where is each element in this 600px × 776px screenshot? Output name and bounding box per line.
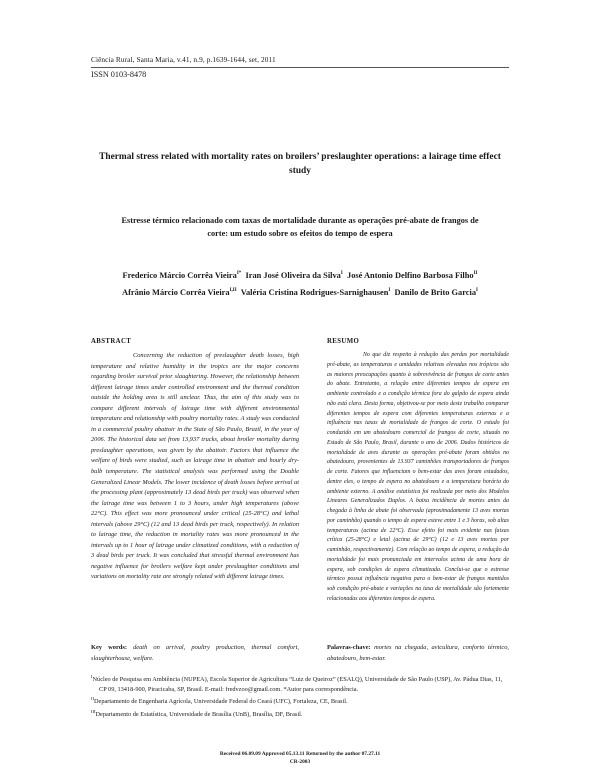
footnote-marker: I [91, 674, 93, 679]
abstract-heading: ABSTRACT [91, 338, 132, 345]
author-affiliation: I* [236, 271, 242, 276]
resumo-heading: RESUMO [327, 338, 360, 345]
author-affiliation: I [340, 271, 343, 276]
footnote-2 [91, 694, 509, 707]
author: José Antonio Delfino Barbosa Filho [347, 270, 474, 280]
abstract-body [91, 351, 299, 583]
paper-title: Thermal stress related with mortality rates on broilers’ preslaughter operations: a lairage time effect study [99, 152, 501, 176]
author: Valéria Cristina Rodrigues-Sarnighausen [240, 287, 389, 297]
cr-code: CR-2003 [289, 759, 311, 765]
footnote-marker: III [91, 708, 96, 714]
footnote-3 [91, 707, 509, 720]
journal-citation: Ciência Rural, Santa Maria, v.41, n.9, p.1639-1644, set, 2011 [91, 55, 276, 64]
affiliation-footnotes [91, 672, 509, 720]
author-line-1 [91, 266, 509, 283]
footnote-1 [91, 672, 509, 694]
resumo-text: No que diz respeito à redução das perdas por mortalidade pré-abate, as temperaturas e umidades relativas elevadas nos trópicos são as maiores preocupações quanto à sobrevivência de frangos de corte antes do abate. Entretanto, a relação entre diferentes tempos de espera em ambiente controlado e a condição térmica fora do galpão de espera ainda não está clara. Desta forma, objetivou-se por meio deste trabalho comparar diferentes tempos de espera com diferentes temperaturas externas e a influência nas taxas de mortalidade de frangos de corte. O estudo foi conduzido em um abatedouro comercial de frangos de corte, situado no Estado de São Paulo, Brasil, durante o ano de 2006. Dados históricos de mortalidade de aves durante as operações pré-abate foram obtidos no abatedouro, provenientes de 13.937 caminhões transportadores de frangos de corte. Fatores que influenciam o bem-estar das aves foram estudados, dentre eles, o tempo de espera no abatedouro e a temperatura horária do ambiente externo. A análise estatística foi realizada por meio dos Modelos Lineares Generalizados Duplos. A baixa incidência de mortes antes da chegada à linha de abate foi observada (aproximadamente 13 aves mortas por caminhão) quando o tempo de espera esteve entre 1 e 3 horas, sob altas temperaturas (acima de 22°C). Esse efeito foi mais evidente nas faixas crítica (25-28°C) e letal (acima de 29°C) (12 e 13 aves mortas por caminhão, respectivamente). Com relação ao tempo de espera, a redução da mortalidade foi mais pronunciada em intervalos acima de uma hora de espera, sob condições de espera climatizada. Conclui-se que o estresse térmico possui influência negativa para o bem-estar de frangos mantidos sob condição pré-abate e variações na taxa de mortalidade são fortemente relacionadas aos diferentes tempos de espera. [327, 352, 509, 602]
header-rule [91, 67, 509, 68]
palavras-chave-label: Palavras-chave: [327, 644, 371, 651]
author: Frederico Márcio Corrêa Vieira [122, 270, 237, 280]
abstract-keywords [91, 643, 299, 664]
author-list [91, 266, 509, 300]
keywords-text: death on arrival, poultry production, thermal comfort, slaughterhouse, welfare. [91, 644, 299, 662]
author-affiliation: II [473, 271, 478, 276]
resumo-body [327, 351, 509, 605]
author-affiliation: I [388, 287, 391, 293]
author: Afrânio Márcio Corrêa Vieira [122, 287, 230, 297]
author: Danilo de Brito Garcia [394, 287, 477, 297]
resumo-keywords [327, 643, 509, 664]
keywords-label: Key words: [91, 644, 127, 651]
author-line-2 [91, 283, 509, 300]
abstract-text: Concerning the reduction of preslaughter death losses, high temperature and relative humidity in the tropics are the major concerns regarding broiler survival prior slaughtering. However, the relationship between different lairage times under controlled environment and the thermal condition outside the holding area is still unclear. Thus, the aim of this study was to compare different intervals of lairage time with different environmental temperature and relationship with poultry mortality rates. A study was conducted in a commercial poultry abattoir in the State of São Paulo, Brazil, in the year of 2006. The historical data set from 13,937 trucks, about broiler mortality during preslaughter operations, was given by the abattoir. Factors that influence the welfare of birds were studied, such as lairage time in abattoir and hourly dry-bulb temperature. The statistical analysis was performed using the Double Generalized Linear Models. The lower incidence of death losses before arrival at the processing plant (approximately 13 dead birds per truck) was observed when the lairage time was between 1 to 3 hours, under high temperatures (above 22°C). This effect was more pronounced under critical (25-28°C) and lethal intervals (above 29°C) (12 and 13 dead birds per truck, respectively). In relation to lairage time, the reduction in mortality rates was more pronounced in the intervals up to 1 hour of lairage under climatized conditions, with a reduction of 3 dead birds per truck. It was concluded that stressful thermal environment has negative influence for broilers welfare kept under preslaughter conditions and variations on mortality rate are strongly related with different lairage times. [91, 352, 299, 581]
footnote-text: Núcleo de Pesquisa em Ambiência (NUPEA), Escola Superior de Agricultura “Luiz de Queiroz” (ESALQ), Universidade de São Paulo (USP), Av. Pádua Dias, 11, CP 09, 13418-900, Piracicaba, SP, Brasil. E-mail: fredvzoo@gmail.com. *Autor para correspondência. [92, 676, 503, 693]
palavras-chave-text: mortes na chegada, avicultura, conforto térmico, abatedouro, bem-estar. [327, 644, 509, 662]
author: Iran José Oliveira da Silva [245, 270, 341, 280]
issn: ISSN 0103-8478 [91, 70, 147, 79]
footnote-text: Departamento de Engenharia Agrícola, Universidade Federal do Ceará (UFC), Fortaleza, CE, Brasil. [94, 698, 348, 706]
author-affiliation: I,II [229, 287, 237, 293]
received-dates: Received 06.09.09 Approved 05.13.11 Returned by the author 07.27.11 [219, 751, 381, 757]
paper-subtitle: Estresse térmico relacionado com taxas de mortalidade durante as operações pré-abate de frangos de corte: um estudo sobre os efeitos do tempo de espera [121, 216, 479, 238]
author-affiliation: I [476, 287, 478, 293]
footnote-text: Departamento de Estatística, Universidade de Brasília (UnB), Brasília, DF, Brasil. [95, 711, 303, 719]
footnote-marker: II [91, 696, 94, 702]
